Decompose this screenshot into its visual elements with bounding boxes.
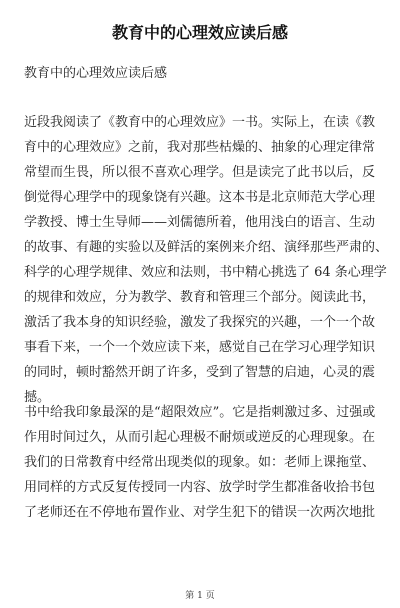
- text-line: 的故事、有趣的实验以及鲜活的案例来介绍、演绎那些严肃的、: [24, 240, 389, 255]
- text-line: 书中给我印象最深的是“超限效应”。它是指刺激过多、过强或: [24, 405, 376, 420]
- text-line: 倒觉得心理学中的现象饶有兴趣。这本书是北京师范大学心理: [24, 190, 376, 205]
- text-line: 科学的心理学规律、效应和法则，书中精心挑选了 64 条心理学: [24, 265, 387, 280]
- text-line: 作用时间过久，从而引起心理极不耐烦或逆反的心理现象。在: [24, 430, 376, 445]
- text-line: 了老师还在不停地布置作业、对学生犯下的错误一次两次地批: [24, 505, 376, 520]
- text-line: 的规律和效应，分为教学、教育和管理三个部分。阅读此书，: [24, 290, 376, 305]
- paragraph-1: [24, 110, 389, 410]
- page-number: 第 1 页: [185, 591, 215, 601]
- text-line: 撼。: [24, 390, 51, 405]
- text-line: 育中的心理效应》之前，我对那些枯燥的、抽象的心理定律常: [24, 140, 376, 155]
- text-line: 常望而生畏，所以很不喜欢心理学。但是读完了此书以后，反: [24, 165, 376, 180]
- text-line: 激活了我本身的知识经验，激发了我探究的兴趣，一个一个故: [24, 315, 376, 330]
- text-line: 学教授、博士生导师——刘儒德所着，他用浅白的语言、生动: [24, 215, 376, 230]
- text-line: 我们的日常教育中经常出现类似的现象。如：老师上课拖堂、: [24, 455, 376, 470]
- text-line: 近段我阅读了《教育中的心理效应》一书。实际上，在读《教: [24, 115, 376, 130]
- document-title: 教育中的心理效应读后感: [111, 23, 288, 42]
- text-line: 用同样的方式反复传授同一内容、放学时学生都准备收拾书包: [24, 480, 376, 495]
- document-subtitle: 教育中的心理效应读后感: [24, 66, 168, 81]
- paragraph-2: [24, 400, 380, 525]
- text-line: 事看下来，一个一个效应读下来，感觉自己在学习心理学知识: [24, 340, 376, 355]
- text-line: 的同时，顿时豁然开朗了许多，受到了智慧的启迪，心灵的震: [24, 365, 376, 380]
